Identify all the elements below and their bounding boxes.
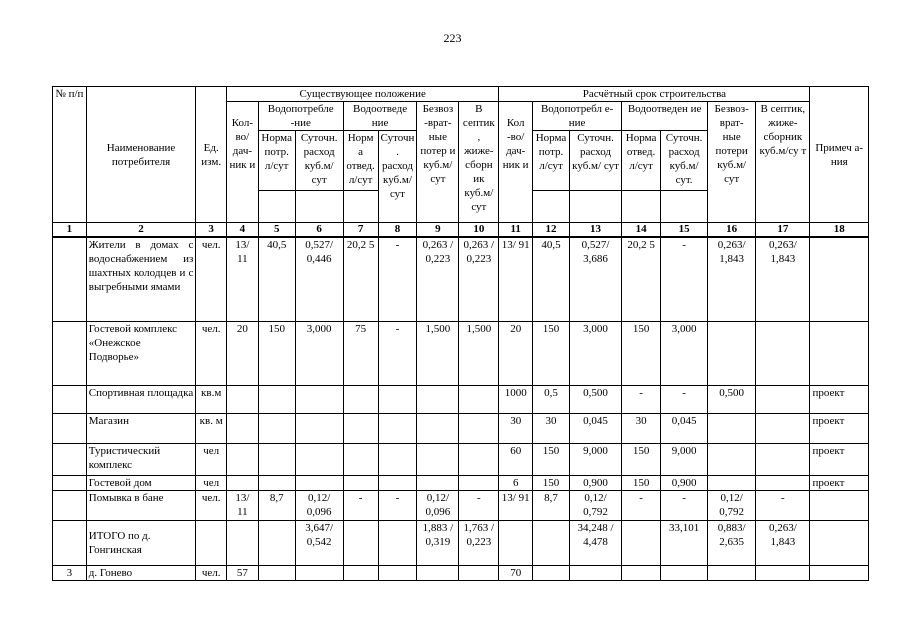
header-pr-septic: В септик, жиже- сборник куб.м/су т (756, 102, 810, 223)
table-cell: 0,12/ 0,096 (295, 490, 343, 520)
table-cell (661, 565, 708, 580)
table-cell: 57 (227, 565, 259, 580)
table-cell (417, 385, 459, 413)
table-cell: - (378, 490, 417, 520)
table-cell: - (661, 490, 708, 520)
table-cell: 13/ 11 (227, 237, 259, 321)
table-cell (622, 565, 661, 580)
table-cell: 20,2 5 (622, 237, 661, 321)
col-number: 18 (810, 223, 869, 238)
table-cell (295, 443, 343, 475)
table-cell: 3,000 (295, 321, 343, 385)
table-cell (53, 475, 87, 490)
table-cell: 0,5 (533, 385, 570, 413)
consumer-name-cell: Помывка в бане (86, 490, 196, 520)
table-cell: чел. (196, 490, 227, 520)
consumer-name-cell: д. Гонево (86, 565, 196, 580)
table-cell (227, 385, 259, 413)
col-number: 5 (258, 223, 295, 238)
table-cell (53, 321, 87, 385)
table-cell: 0,263 / 0,223 (459, 237, 499, 321)
table-cell: чел. (196, 321, 227, 385)
table-cell: - (378, 321, 417, 385)
table-cell (810, 490, 869, 520)
table-cell: 75 (343, 321, 378, 385)
table-cell (708, 321, 756, 385)
table-cell: 0,263 / 0,223 (417, 237, 459, 321)
header-pr-cons-daily: Суточн. расход куб.м/ сут (569, 131, 621, 191)
table-cell (196, 520, 227, 565)
table-cell (343, 475, 378, 490)
col-number: 9 (417, 223, 459, 238)
table-cell (343, 565, 378, 580)
table-cell (378, 385, 417, 413)
table-cell: 0,900 (661, 475, 708, 490)
table-cell (295, 385, 343, 413)
table-cell (343, 443, 378, 475)
col-number: 2 (86, 223, 196, 238)
header-ex-drain-norm: Норма отвед. л/сут (343, 131, 378, 191)
table-cell (227, 520, 259, 565)
table-cell: проект (810, 385, 869, 413)
consumer-name-cell: Магазин (86, 413, 196, 443)
table-cell (459, 385, 499, 413)
header-pr-drainage: Водоотведен ие (622, 102, 708, 131)
table-row (53, 321, 869, 385)
header-ex-septic: В септик , жиже- сборн ик куб.м/ сут (459, 102, 499, 223)
table-cell: 1000 (499, 385, 533, 413)
col-number: 15 (661, 223, 708, 238)
col-number: 6 (295, 223, 343, 238)
table-cell: 13/ 91 (499, 490, 533, 520)
table-cell: - (661, 385, 708, 413)
table-cell: 40,5 (533, 237, 570, 321)
table-cell (227, 443, 259, 475)
table-cell (227, 413, 259, 443)
table-cell: 150 (258, 321, 295, 385)
table-cell (459, 443, 499, 475)
col-number: 12 (533, 223, 570, 238)
water-balance-table (52, 86, 869, 581)
table-cell (53, 385, 87, 413)
header-ex-cons-norm: Норма потр. л/сут (258, 131, 295, 191)
table-cell: 0,263/ 1,843 (708, 237, 756, 321)
consumer-name-cell: ИТОГО по д. Гонгинская (86, 520, 196, 565)
header-row-1 (53, 87, 869, 102)
col-number: 16 (708, 223, 756, 238)
table-cell (622, 520, 661, 565)
table-cell: - (378, 237, 417, 321)
col-number: 17 (756, 223, 810, 238)
table-cell: 0,263/ 1,843 (756, 237, 810, 321)
header-pr-irrevocable: Безвоз- врат- ные потери куб.м/ сут (708, 102, 756, 223)
table-cell (378, 475, 417, 490)
table-cell: 8,7 (258, 490, 295, 520)
table-cell (53, 237, 87, 321)
table-cell (258, 385, 295, 413)
table-cell (756, 565, 810, 580)
table-cell: - (661, 237, 708, 321)
table-cell: 150 (533, 443, 570, 475)
table-cell (810, 321, 869, 385)
table-cell: 70 (499, 565, 533, 580)
table-cell: чел. (196, 565, 227, 580)
table-cell (756, 475, 810, 490)
page-number: 223 (443, 31, 462, 45)
table-cell: кв.м (196, 385, 227, 413)
table-cell (459, 475, 499, 490)
table-cell: 0,500 (569, 385, 621, 413)
table-cell: 150 (622, 443, 661, 475)
table-cell: 0,527/ 0,446 (295, 237, 343, 321)
table-cell: 3,000 (569, 321, 621, 385)
col-number: 10 (459, 223, 499, 238)
col-number: 1 (53, 223, 87, 238)
table-cell: 9,000 (569, 443, 621, 475)
table-cell: - (622, 385, 661, 413)
table-cell (378, 565, 417, 580)
table-cell: 150 (622, 475, 661, 490)
table-cell (499, 520, 533, 565)
table-row (53, 490, 869, 520)
col-number: 7 (343, 223, 378, 238)
header-num: № п/п (53, 87, 87, 223)
table-cell (459, 413, 499, 443)
table-cell: 150 (533, 475, 570, 490)
header-pr-cons-norm: Норма потр. л/сут (533, 131, 570, 191)
table-cell: 9,000 (661, 443, 708, 475)
table-cell (343, 385, 378, 413)
table-cell (227, 475, 259, 490)
table-cell (258, 565, 295, 580)
table-row (53, 475, 869, 490)
table-cell (295, 413, 343, 443)
table-cell (810, 237, 869, 321)
table-cell (417, 413, 459, 443)
header-ex-cons-daily: Суточн. расход куб.м/ сут (295, 131, 343, 191)
table-cell (533, 520, 570, 565)
table-cell (756, 321, 810, 385)
table-cell: 1,500 (417, 321, 459, 385)
table-cell (756, 385, 810, 413)
table-cell: 13/ 11 (227, 490, 259, 520)
table-cell: 1,883 / 0,319 (417, 520, 459, 565)
table-cell: 150 (622, 321, 661, 385)
table-cell: 0,045 (569, 413, 621, 443)
table-cell: 0,500 (708, 385, 756, 413)
header-pr-drain-daily: Суточн. расход куб.м/ сут. (661, 131, 708, 191)
table-row (53, 237, 869, 321)
table-cell: 0,12/ 0,096 (417, 490, 459, 520)
header-ex-drainage: Водоотведе ние (343, 102, 417, 131)
header-existing: Существующее положение (227, 87, 499, 102)
table-cell: 30 (499, 413, 533, 443)
table-cell: 3 (53, 565, 87, 580)
table-cell (417, 443, 459, 475)
table-row (53, 520, 869, 565)
col-number: 8 (378, 223, 417, 238)
table-cell: 0,12/ 0,792 (708, 490, 756, 520)
table-cell: 0,883/ 2,635 (708, 520, 756, 565)
table-cell (533, 565, 570, 580)
header-pr-drain-norm: Норма отвед. л/сут (622, 131, 661, 191)
consumer-name-cell: Гостевой комплекс «Онежское Подворье» (86, 321, 196, 385)
table-cell (53, 490, 87, 520)
header-ex-consumption: Водопотребле -ние (258, 102, 343, 131)
consumer-name-cell: Туристический комплекс (86, 443, 196, 475)
table-cell (258, 475, 295, 490)
table-row (53, 385, 869, 413)
table-cell: 150 (533, 321, 570, 385)
table-cell: - (459, 490, 499, 520)
table-cell: - (756, 490, 810, 520)
table-cell (417, 565, 459, 580)
table-cell (708, 565, 756, 580)
table-row (53, 443, 869, 475)
table-cell (343, 413, 378, 443)
table-cell (258, 520, 295, 565)
table-row (53, 565, 869, 580)
table-cell (810, 565, 869, 580)
table-cell (756, 413, 810, 443)
column-number-row (53, 223, 869, 238)
table-cell: 6 (499, 475, 533, 490)
table-cell: чел. (196, 237, 227, 321)
table-cell: проект (810, 443, 869, 475)
table-cell (295, 475, 343, 490)
consumer-name-cell: Спортивная площадка (86, 385, 196, 413)
table-cell: 8,7 (533, 490, 570, 520)
header-pr-count: Кол -во/ дач- ник и (499, 102, 533, 223)
table-cell: чел (196, 475, 227, 490)
table-cell: - (622, 490, 661, 520)
table-cell (708, 413, 756, 443)
table-cell (569, 565, 621, 580)
table-cell: 3,000 (661, 321, 708, 385)
table-cell: 20 (227, 321, 259, 385)
table-cell (417, 475, 459, 490)
table-cell: проект (810, 475, 869, 490)
table-cell: 33,101 (661, 520, 708, 565)
table-cell: 30 (533, 413, 570, 443)
header-ex-drain-daily: Суточн . расход куб.м/ сут (378, 131, 417, 223)
header-unit: Ед. изм. (196, 87, 227, 223)
table-cell: 1,763 / 0,223 (459, 520, 499, 565)
table-cell: 0,263/ 1,843 (756, 520, 810, 565)
table-cell: 13/ 91 (499, 237, 533, 321)
table-cell (459, 565, 499, 580)
col-number: 13 (569, 223, 621, 238)
table-cell (378, 443, 417, 475)
table-cell: - (343, 490, 378, 520)
header-note: Примеч а-ния (810, 87, 869, 223)
table-cell: 40,5 (258, 237, 295, 321)
table-cell: 20,2 5 (343, 237, 378, 321)
table-cell (343, 520, 378, 565)
table-cell (295, 565, 343, 580)
table-cell (53, 520, 87, 565)
table-cell: 30 (622, 413, 661, 443)
table-cell (708, 475, 756, 490)
col-number: 3 (196, 223, 227, 238)
consumer-name-cell: Гостевой дом (86, 475, 196, 490)
header-ex-count: Кол- во/ дач- ник и (227, 102, 259, 223)
table-cell (756, 443, 810, 475)
header-consumer: Наименование потребителя (86, 87, 196, 223)
table-cell: 0,527/ 3,686 (569, 237, 621, 321)
table-cell: чел (196, 443, 227, 475)
table-cell: 60 (499, 443, 533, 475)
table-cell: 0,900 (569, 475, 621, 490)
table-cell (53, 413, 87, 443)
col-number: 14 (622, 223, 661, 238)
table-cell: 0,045 (661, 413, 708, 443)
table-body (53, 237, 869, 580)
header-pr-consumption: Водопотребл е-ние (533, 102, 622, 131)
table-cell (53, 443, 87, 475)
table-cell: кв. м (196, 413, 227, 443)
table-cell: 1,500 (459, 321, 499, 385)
table-cell (258, 413, 295, 443)
col-number: 4 (227, 223, 259, 238)
table-cell (378, 520, 417, 565)
table-cell (258, 443, 295, 475)
table-cell: 3,647/ 0,542 (295, 520, 343, 565)
header-projected: Расчётный срок строительства (499, 87, 810, 102)
col-number: 11 (499, 223, 533, 238)
table-cell: проект (810, 413, 869, 443)
table-cell: 0,12/ 0,792 (569, 490, 621, 520)
table-cell (378, 413, 417, 443)
table-cell: 34,248 / 4,478 (569, 520, 621, 565)
table-cell (708, 443, 756, 475)
header-ex-irrevocable: Безвоз -врат- ные потер и куб.м/ сут (417, 102, 459, 223)
table-cell (810, 520, 869, 565)
table-cell: 20 (499, 321, 533, 385)
table-row (53, 413, 869, 443)
consumer-name-cell: Жители в домах с водоснабжением из шахтных колодцев и с выгребными ямами (86, 237, 196, 321)
